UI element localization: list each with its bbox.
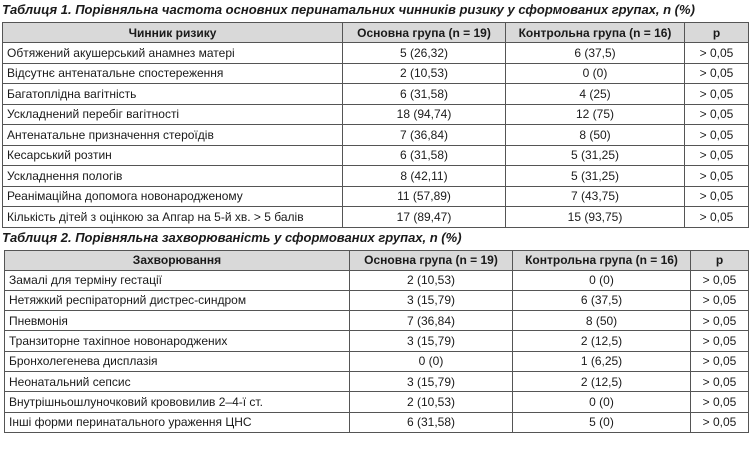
table1-header-p: p bbox=[685, 23, 749, 43]
control-group-value: 12 (75) bbox=[506, 104, 685, 125]
main-group-value: 2 (10,53) bbox=[350, 392, 513, 412]
p-value: > 0,05 bbox=[691, 351, 749, 371]
table1-header-row bbox=[3, 23, 749, 43]
table-row bbox=[3, 207, 749, 228]
table2-header-row bbox=[5, 250, 749, 270]
main-group-value: 5 (26,32) bbox=[343, 43, 506, 64]
row-label: Транзиторне тахіпное новонароджених bbox=[5, 331, 350, 351]
row-label: Неонатальний сепсис bbox=[5, 371, 350, 391]
p-value: > 0,05 bbox=[691, 392, 749, 412]
table1-caption: Таблиця 1. Порівняльна частота основних перинатальних чинників ризику у сформованих групах, n (%) bbox=[2, 2, 695, 17]
table2-caption: Таблиця 2. Порівняльна захворюваність у сформованих групах, n (%) bbox=[2, 229, 462, 245]
p-value: > 0,05 bbox=[685, 104, 749, 125]
p-value: > 0,05 bbox=[691, 290, 749, 310]
control-group-value: 0 (0) bbox=[513, 270, 691, 290]
p-value: > 0,05 bbox=[691, 331, 749, 351]
table-row bbox=[5, 351, 749, 371]
main-group-value: 6 (31,58) bbox=[343, 84, 506, 105]
main-group-value: 0 (0) bbox=[350, 351, 513, 371]
p-value: > 0,05 bbox=[691, 412, 749, 432]
table1-header-factor: Чинник ризику bbox=[3, 23, 343, 43]
table2-header-p: p bbox=[691, 250, 749, 270]
main-group-value: 2 (10,53) bbox=[343, 63, 506, 84]
p-value: > 0,05 bbox=[685, 186, 749, 207]
p-value: > 0,05 bbox=[685, 63, 749, 84]
table-row bbox=[3, 186, 749, 207]
table-row bbox=[3, 104, 749, 125]
main-group-value: 6 (31,58) bbox=[343, 145, 506, 166]
control-group-value: 4 (25) bbox=[506, 84, 685, 105]
table-row bbox=[5, 392, 749, 412]
p-value: > 0,05 bbox=[691, 371, 749, 391]
risk-factors-table bbox=[2, 22, 749, 228]
control-group-value: 7 (43,75) bbox=[506, 186, 685, 207]
p-value: > 0,05 bbox=[685, 207, 749, 228]
control-group-value: 5 (0) bbox=[513, 412, 691, 432]
table-row bbox=[3, 125, 749, 146]
table-row bbox=[3, 145, 749, 166]
row-label: Ускладнення пологів bbox=[3, 166, 343, 187]
table-row bbox=[5, 290, 749, 310]
row-label: Замалі для терміну гестації bbox=[5, 270, 350, 290]
main-group-value: 3 (15,79) bbox=[350, 371, 513, 391]
main-group-value: 8 (42,11) bbox=[343, 166, 506, 187]
control-group-value: 1 (6,25) bbox=[513, 351, 691, 371]
p-value: > 0,05 bbox=[685, 84, 749, 105]
table-row bbox=[5, 270, 749, 290]
row-label: Бронхолегенева дисплазія bbox=[5, 351, 350, 371]
table-row bbox=[5, 331, 749, 351]
control-group-value: 15 (93,75) bbox=[506, 207, 685, 228]
morbidity-table bbox=[4, 250, 749, 433]
row-label: Багатоплідна вагітність bbox=[3, 84, 343, 105]
row-label: Кількість дітей з оцінкою за Апгар на 5-й хв. > 5 балів bbox=[3, 207, 343, 228]
row-label: Інші форми перинатального ураження ЦНС bbox=[5, 412, 350, 432]
control-group-value: 2 (12,5) bbox=[513, 371, 691, 391]
control-group-value: 8 (50) bbox=[513, 311, 691, 331]
table-row bbox=[3, 43, 749, 64]
table-row bbox=[3, 166, 749, 187]
control-group-value: 0 (0) bbox=[513, 392, 691, 412]
control-group-value: 6 (37,5) bbox=[506, 43, 685, 64]
main-group-value: 18 (94,74) bbox=[343, 104, 506, 125]
p-value: > 0,05 bbox=[685, 145, 749, 166]
row-label: Антенатальне призначення стероїдів bbox=[3, 125, 343, 146]
control-group-value: 6 (37,5) bbox=[513, 290, 691, 310]
p-value: > 0,05 bbox=[691, 270, 749, 290]
main-group-value: 17 (89,47) bbox=[343, 207, 506, 228]
p-value: > 0,05 bbox=[685, 166, 749, 187]
row-label: Обтяжений акушерський анамнез матері bbox=[3, 43, 343, 64]
main-group-value: 6 (31,58) bbox=[350, 412, 513, 432]
row-label: Кесарський розтин bbox=[3, 145, 343, 166]
control-group-value: 5 (31,25) bbox=[506, 145, 685, 166]
table2-header-main-group: Основна група (n = 19) bbox=[350, 250, 513, 270]
main-group-value: 2 (10,53) bbox=[350, 270, 513, 290]
main-group-value: 7 (36,84) bbox=[343, 125, 506, 146]
row-label: Ускладнений перебіг вагітності bbox=[3, 104, 343, 125]
row-label: Пневмонія bbox=[5, 311, 350, 331]
row-label: Внутрішньошлуночковий крововилив 2–4-ї ст. bbox=[5, 392, 350, 412]
control-group-value: 8 (50) bbox=[506, 125, 685, 146]
table-row bbox=[3, 63, 749, 84]
row-label: Реанімаційна допомога новонародженому bbox=[3, 186, 343, 207]
table-row bbox=[5, 311, 749, 331]
table-row bbox=[5, 412, 749, 432]
p-value: > 0,05 bbox=[685, 43, 749, 64]
table-row bbox=[5, 371, 749, 391]
main-group-value: 7 (36,84) bbox=[350, 311, 513, 331]
control-group-value: 5 (31,25) bbox=[506, 166, 685, 187]
main-group-value: 3 (15,79) bbox=[350, 331, 513, 351]
table2-header-disease: Захворювання bbox=[5, 250, 350, 270]
control-group-value: 2 (12,5) bbox=[513, 331, 691, 351]
table1-header-main-group: Основна група (n = 19) bbox=[343, 23, 506, 43]
main-group-value: 3 (15,79) bbox=[350, 290, 513, 310]
table1-header-control-group: Контрольна група (n = 16) bbox=[506, 23, 685, 43]
row-label: Відсутнє антенатальне спостереження bbox=[3, 63, 343, 84]
control-group-value: 0 (0) bbox=[506, 63, 685, 84]
table-row bbox=[3, 84, 749, 105]
row-label: Нетяжкий респіраторний дистрес-синдром bbox=[5, 290, 350, 310]
p-value: > 0,05 bbox=[685, 125, 749, 146]
main-group-value: 11 (57,89) bbox=[343, 186, 506, 207]
p-value: > 0,05 bbox=[691, 311, 749, 331]
table2-header-control-group: Контрольна група (n = 16) bbox=[513, 250, 691, 270]
